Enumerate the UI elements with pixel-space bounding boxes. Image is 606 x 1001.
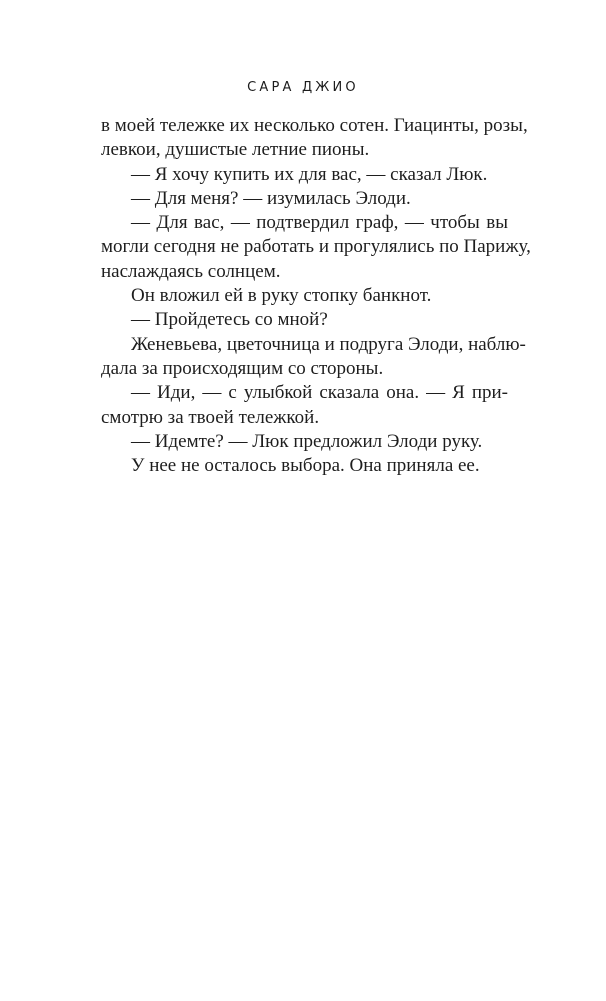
text-line: У нее не осталось выбора. Она приняла ее.	[131, 455, 480, 477]
text-line: — Пройдетесь со мной?	[131, 309, 328, 331]
text-line: — Я хочу купить их для вас, — сказал Люк.	[131, 163, 488, 185]
text-line: в моей тележке их несколько сотен. Гиацинты, розы,	[101, 115, 528, 136]
text-line: — Иди, — с улыбкой сказала она. — Я при-	[131, 382, 508, 404]
text-line: дала за происходящим со стороны.	[101, 357, 384, 379]
text-line: — Для меня? — изумилась Элоди.	[131, 187, 411, 209]
text-line: могли сегодня не работать и прогулялись по Парижу,	[101, 236, 531, 258]
text-line: Он вложил ей в руку стопку банкнот.	[131, 285, 432, 307]
text-line: — Идемте? — Люк предложил Элоди руку.	[131, 430, 483, 452]
running-head-author: САРА ДЖИО	[247, 80, 359, 95]
text-line: — Для вас, — подтвердил граф, — чтобы вы	[131, 212, 508, 234]
text-line: смотрю за твоей тележкой.	[101, 406, 320, 428]
text-line: левкои, душистые летние пионы.	[101, 139, 370, 161]
body-text	[101, 114, 531, 478]
text-line: наслаждаясь солнцем.	[101, 260, 281, 282]
text-line: Женевьева, цветочница и подруга Элоди, наблю-	[131, 333, 526, 355]
